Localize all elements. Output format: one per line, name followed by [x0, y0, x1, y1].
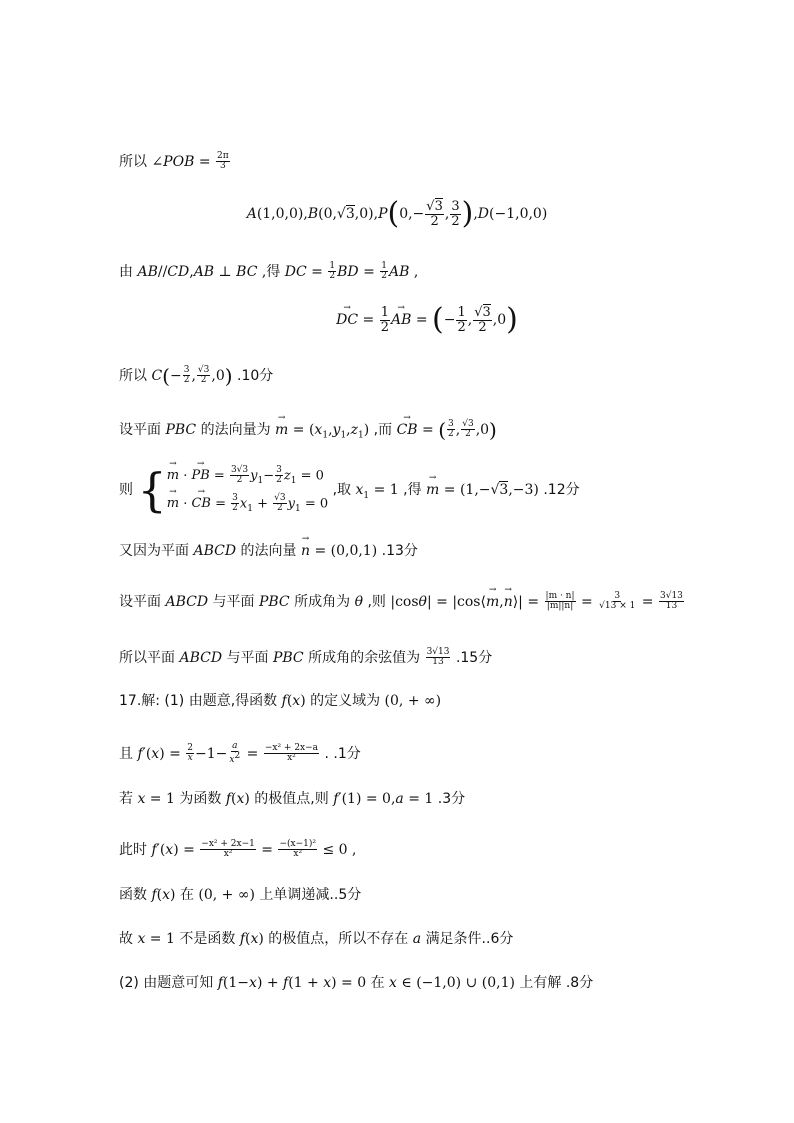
line-q17-domain: 17.解: (1) 由题意,得函数 f(x) 的定义域为 (0, + ∞)	[119, 693, 442, 709]
line-vector-dc: → DC = $\frac{1}{2}$ → AB = (− $\frac{1}{2}$ , $\frac{√3}{2}$ ,0)	[0, 306, 794, 334]
line-derivative-check: 此时 f′(x) = $\frac{\text{−x² + 2x−1}}{\text{x²}}$ = $\frac{\text{−(x−1)²}}{\text{x²}}$ ≤ 0 ,	[119, 839, 357, 860]
line-monotone: 函数 f(x) 在 (0, + ∞) 上单调递减..5分	[119, 887, 362, 903]
line-derivative: 且 f′(x) = $\frac{2}{x}$ −1− $\frac{a}{x2}$ = $\frac{\text{−x² + 2x−a}}{\text{x²}}$ . .1分	[119, 741, 361, 766]
line-part2: (2) 由题意可知 f(1−x) + f(1 + x) = 0 在 x ∈ (−1,0) ∪ (0,1) 上有解 .8分	[119, 975, 594, 991]
line-angle-pob: 所以 ∠POB = $\frac{2\pi}{3}$	[119, 151, 229, 172]
line-extreme-point: 若 x = 1 为函数 f(x) 的极值点,则 f′(1) = 0,a = 1 .3分	[119, 791, 466, 807]
line-cos-result: 所以平面 ABCD 与平面 PBC 所成角的余弦值为 $\frac{3√13}{13}$ .15分	[119, 647, 493, 668]
line-cos-theta: 设平面 ABCD 与平面 PBC 所成角为 θ ,则 |cosθ| = |cos⟨→ m,→ n⟩| = $\frac{|m \cdot n|}{|m||n|}$ = $\frac{3}{√13 \times 1}$ = $\frac{3√13}{13}$	[119, 592, 685, 612]
line-normal-n: 又因为平面 ABCD 的法向量 → n = (0,0,1) .13分	[119, 544, 418, 558]
line-normal-m: 设平面 PBC 的法向量为 → $m = (x_1,y_1,z_1)$ ,而 → CB = ( $\frac{3}{2}$ , $\frac{√3}{2}$ ,0)	[119, 420, 497, 441]
line-point-c: 所以 C(− $\frac{3}{2}$ , $\frac{√3}{2}$ ,0) .10分	[119, 363, 274, 388]
line-ab-parallel-cd: 由 AB//CD,AB ⊥ BC ,得 DC = $\frac{1}{2}$ BD = $\frac{1}{2}$ AB ,	[119, 261, 419, 282]
line-conclusion: 故 x = 1 不是函数 f(x) 的极值点，所以不存在 a 满足条件..6分	[119, 931, 514, 947]
line-system: 则 { → m · → PB = $\frac{3√3}{2}$ $y_1-$ $\frac{3}{2}$ $z_1 = 0$ → m · → CB = $\frac{3}{2}$ $x_1$ + $\frac{√3}{2}$ $y_1 = 0$ ,取 $x_1 = 1$ ,得 → m = (1,−√3,−3) .12分	[119, 466, 580, 514]
line-coordinates: A(1,0,0),B(0,√3,0),P(0,− $\frac{√3}{2}$ , $\frac{3}{2}$ ),D(−1,0,0)	[246, 196, 548, 232]
